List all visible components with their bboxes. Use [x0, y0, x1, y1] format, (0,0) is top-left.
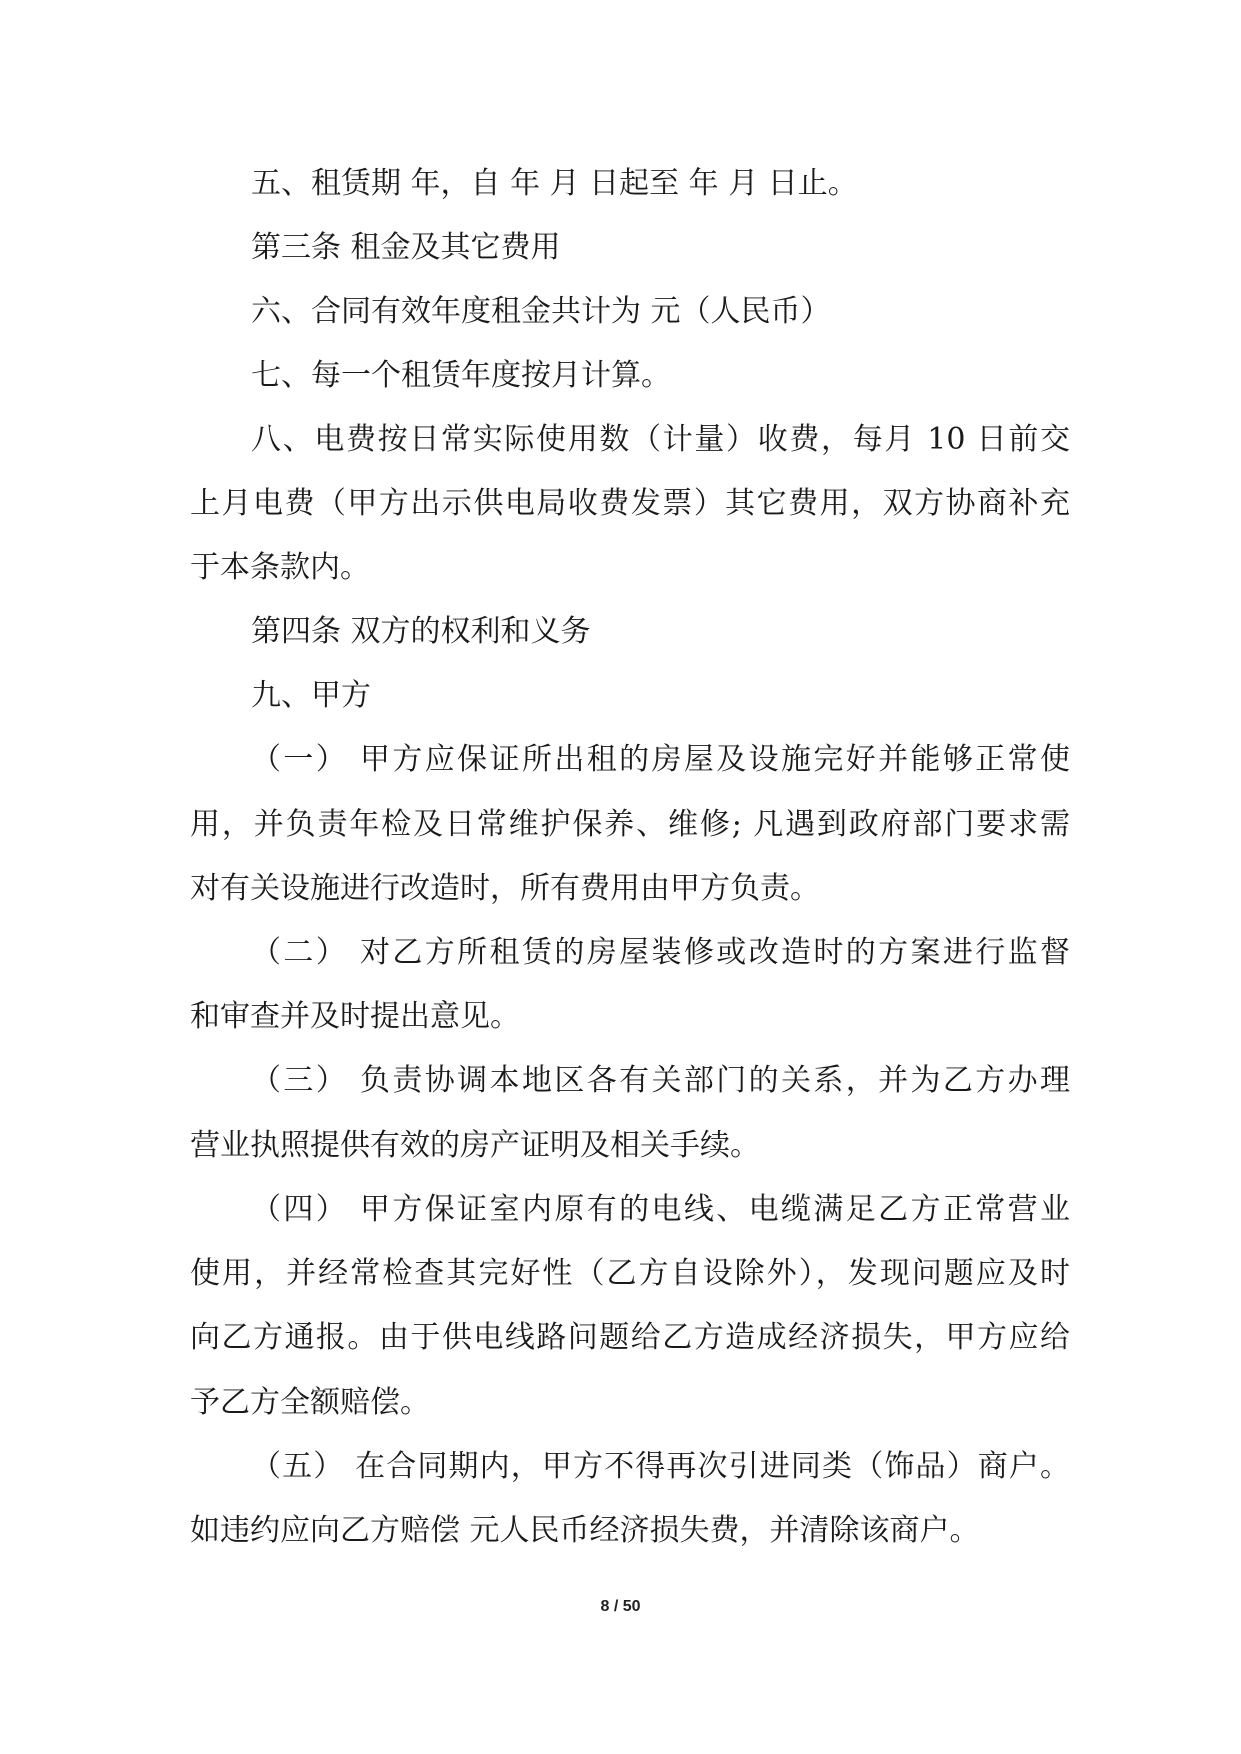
text-line: 如违约应向乙方赔偿 元人民币经济损失费，并清除该商户。	[190, 1513, 980, 1548]
text-line: （四） 甲方保证室内原有的电线、电缆满足乙方正常营业	[251, 1192, 1070, 1227]
text-line: 用，并负责年检及日常维护保养、维修; 凡遇到政府部门要求需	[190, 807, 1070, 842]
text-line: （五） 在合同期内，甲方不得再次引进同类（饰品）商户。	[251, 1449, 1070, 1484]
text-line: （三） 负责协调本地区各有关部门的关系，并为乙方办理	[251, 1063, 1070, 1098]
page-number: 8 / 50	[600, 1598, 641, 1615]
section-heading: 第三条 租金及其它费用	[251, 230, 561, 265]
text-line: 六、合同有效年度租金共计为 元（人民币）	[251, 294, 831, 329]
text-line: 予乙方全额赔偿。	[190, 1385, 430, 1420]
text-line: 营业执照提供有效的房产证明及相关手续。	[190, 1128, 760, 1163]
text-line: 使用，并经常检查其完好性（乙方自设除外），发现问题应及时	[190, 1256, 1070, 1291]
text-line: 五、租赁期 年，自 年 月 日起至 年 月 日止。	[251, 166, 858, 201]
text-line: 向乙方通报。由于供电线路问题给乙方造成经济损失，甲方应给	[190, 1320, 1070, 1355]
text-line: 对有关设施进行改造时，所有费用由甲方负责。	[190, 871, 820, 906]
text-line: 七、每一个租赁年度按月计算。	[251, 358, 671, 393]
text-line: （一） 甲方应保证所出租的房屋及设施完好并能够正常使	[251, 742, 1070, 777]
text-line: 于本条款内。	[190, 550, 370, 585]
text-line: 九、甲方	[251, 678, 371, 713]
text-line: 八、电费按日常实际使用数（计量）收费，每月 10 日前交	[251, 422, 1070, 457]
text-line: 上月电费（甲方出示供电局收费发票）其它费用，双方协商补充	[190, 486, 1070, 521]
text-line: （二） 对乙方所租赁的房屋装修或改造时的方案进行监督	[251, 935, 1070, 970]
text-line: 和审查并及时提出意见。	[190, 999, 520, 1034]
section-heading: 第四条 双方的权利和义务	[251, 614, 591, 649]
